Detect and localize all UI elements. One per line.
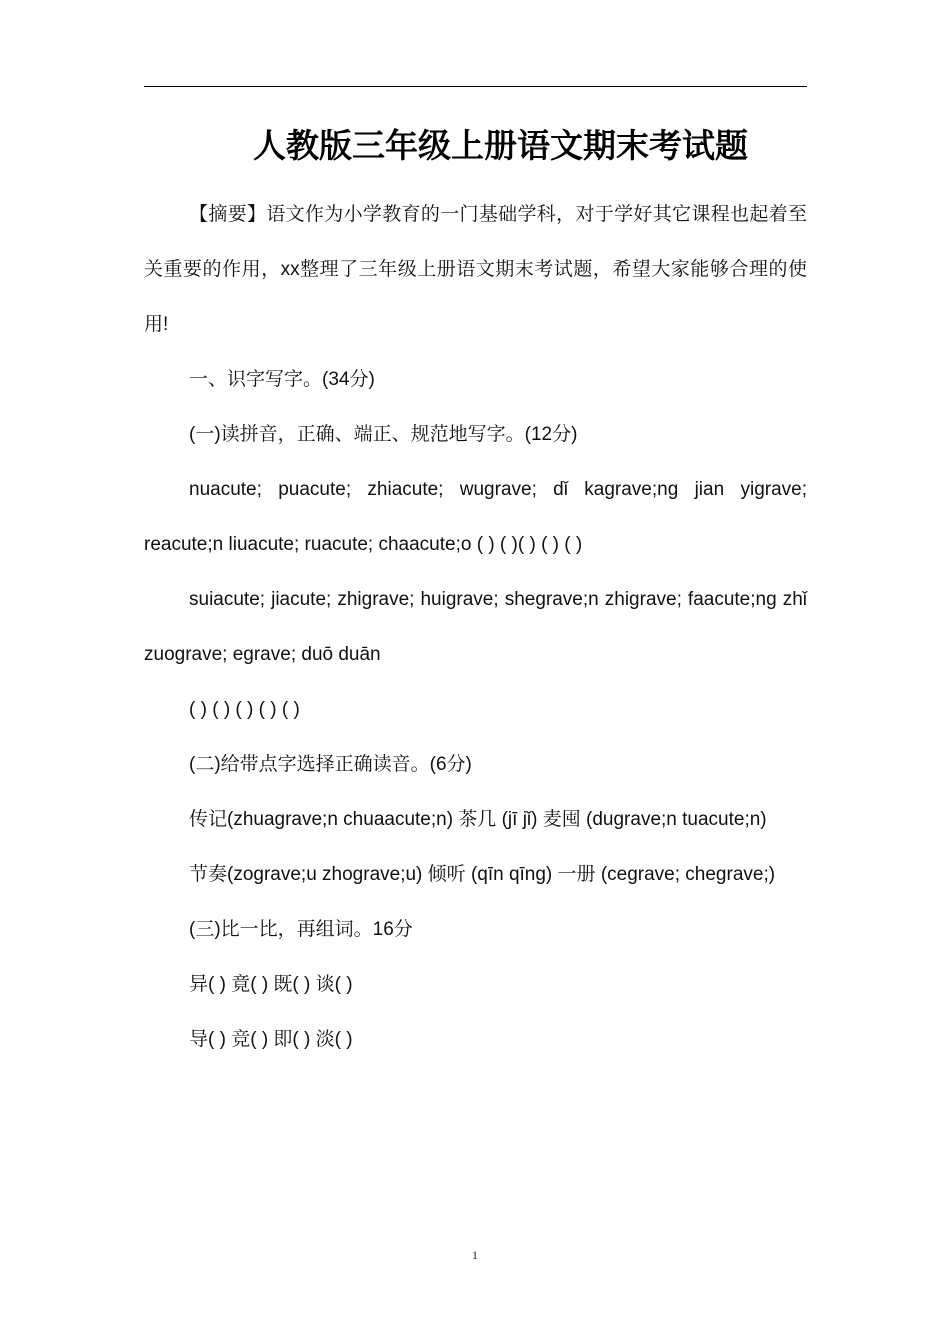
word-compare-line: 异( ) 竟( ) 既( ) 谈( )	[189, 974, 353, 995]
question-heading: (三)比一比，再组词。16分	[189, 919, 413, 940]
header-rule	[144, 86, 807, 87]
question-heading: (一)读拼音，正确、端正、规范地写字。(12分)	[189, 424, 578, 445]
answer-blanks: ( ) ( ) ( ) ( ) ( )	[189, 699, 300, 720]
section-heading: 一、识字写字。(34分)	[189, 369, 375, 390]
pinyin-line: nuacute; puacute; zhiacute; wugrave; dǐ kagrave;ng jian yigrave; reacute;n liuacute; ruacute; chaacute;o ( ) ( )( ) ( ) ( )	[144, 479, 807, 555]
question-heading: (二)给带点字选择正确读音。(6分)	[189, 754, 472, 775]
document-title: 人教版三年级上册语文期末考试题	[253, 126, 748, 165]
reading-choice-line: 传记(zhuagrave;n chuaacute;n) 茶几 (jī jǐ) 麦囤 (dugrave;n tuacute;n)	[189, 809, 767, 830]
document-body	[144, 187, 807, 1067]
page-number: 1	[472, 1248, 478, 1262]
word-compare-line: 导( ) 竞( ) 即( ) 淡( )	[189, 1029, 353, 1050]
abstract-paragraph: 【摘要】语文作为小学教育的一门基础学科，对于学好其它课程也起着至关重要的作用，xx整理了三年级上册语文期末考试题，希望大家能够合理的使用!	[144, 204, 807, 335]
pinyin-line: suiacute; jiacute; zhigrave; huigrave; shegrave;n zhigrave; faacute;ng zhǐ zuograve; egrave; duō duān	[144, 589, 807, 665]
reading-choice-line: 节奏(zograve;u zhograve;u) 倾听 (qīn qīng) 一册 (cegrave; chegrave;)	[189, 864, 776, 885]
